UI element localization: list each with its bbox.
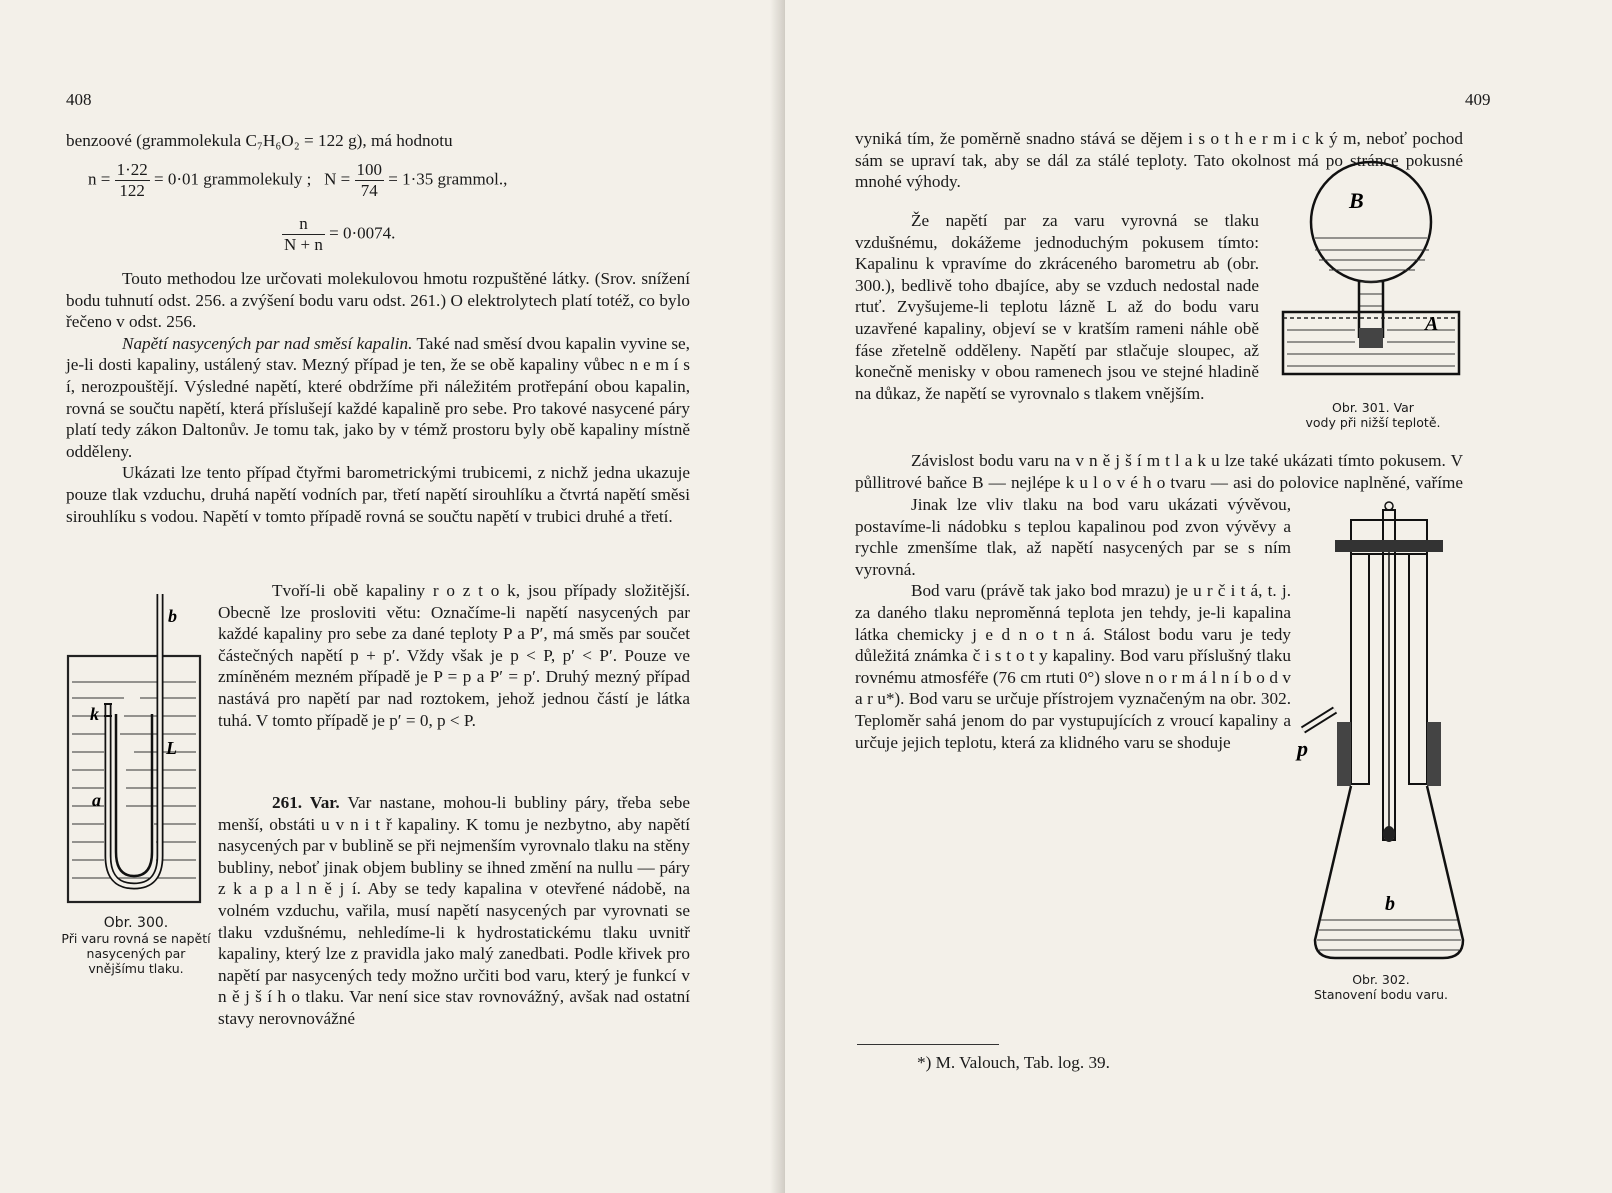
page-number: 408 <box>66 90 92 109</box>
caption-title: Obr. 302. <box>1352 972 1410 987</box>
page-number: 409 <box>1465 90 1491 109</box>
fig302-label-b: b <box>1385 893 1395 915</box>
section-heading: 261. Var. <box>272 793 340 812</box>
formula-ratio-numerator: n <box>282 214 325 235</box>
fig300-label-a: a <box>92 790 101 810</box>
paragraph-body: Var nastane, mohou-li bubliny páry, třeba sebe menší, obstáti u v n i t ř kapaliny. K tomu je nezbytno, aby napětí nasycených par v bublině se při nejmenším vyrovnalo tlaku na stěny bubliny, neboť jinak objem bubliny se ihned změní na nullu — páry z k a p a l n ě j í. Aby se tedy kapalina v otevřené nádobě, na volném vzduchu, vařila, musí napětí nasycených par vyrovnati se tlaku vzdušnému, nehledíme-li k hydrostatickému tlaku uvnitř kapaliny, který lze z pravidla jako malý zanedbati. Podle křivek pro napětí par nasycených tedy možno určiti bod varu, který je funkcí v n ě j š í h o tlaku. Var není sice stav rovnovážný, avšak nad ostatní stavy nerovnovážné <box>218 793 690 1028</box>
formula-N-numerator: 100 <box>356 160 383 179</box>
formula-N-fraction <box>355 160 385 201</box>
formula-N-denominator: 74 <box>360 181 378 200</box>
paragraph: Bod varu (právě tak jako bod mrazu) je u r č i t á, t. j. za daného tlaku neproměnná teplota jen tehdy, je-li kapalina látka chemicky j e d n o t n á. Stálost bodu varu je tedy důležitá známka č i s t o t y kapaliny. Bod varu příslušný tlaku rovnému atmosféře (76 cm rtuti 0°) slove n o r m á l n í b o d v a r u*). Bod varu se určuje přístrojem vyznačeným na obr. 302. Teploměr sahá jenom do par vystupujících z vroucí kapaliny a určuje jejich teplotu, která za klidného varu se shoduje <box>855 581 1291 752</box>
paragraph: Jinak lze vliv tlaku na bod varu ukázati vývěvou, postavíme-li nádobku s teplou kapalinou pod zvon vývěvy a rychle zmenšíme tlak, až napětí nasycených par se s ním vyrovná. <box>855 495 1291 579</box>
footnote: *) M. Valouch, Tab. log. 39. <box>917 1053 1110 1072</box>
section-261 <box>218 792 690 1030</box>
formula-lead: benzoové (grammolekula C₇H₆O₂ = 122 g), má hodnotu <box>66 131 453 150</box>
fig300-label-k: k <box>90 704 99 724</box>
formula-N-lhs: N = <box>324 169 351 189</box>
paragraph <box>855 450 1463 494</box>
left-text-beside-figure <box>218 580 690 731</box>
caption-title: Obr. 301. Var <box>1332 400 1414 415</box>
paragraph: Že napětí par za varu vyrovná se tlaku vzdušnému, dokážeme jednoduchým pokusem tímto: Kapalinu k vpravíme do zkráceného barometru ab (obr. 300.), bedlivě toho dbajíce, aby se vzduch nedostal nade rtuť. Zvyšujeme-li teplotu lázně L až do bodu varu uzavřené kapaliny, objeví se v kratším rameni náhle obě fáse zřetelně odděleny. Napětí par stlačuje sloupec, až konečně menisky v obou ramenech jsou ve stejné hladině na důkaz, že napětí se vyrovnalo s tlakem vnějším. <box>855 211 1259 403</box>
formula-n-lhs: n = <box>88 169 111 189</box>
right-page <box>785 0 1612 1193</box>
left-text-top <box>66 268 690 527</box>
paragraph: Tvoří-li obě kapaliny r o z t o k, jsou případy složitější. Obecně lze prosloviti větu: Označíme-li napětí nasycených par každé kapaliny pro sebe za dané teploty P a P′, má směs par součet částečných napětí p + p′. Vždy však je p < P, p′ < P′. Pouze ve zmíněném mezném případě je P = p a P′ = p′. Druhý mezný případ nastává pro napětí par nad roztokem, jehož jednou částí je látka tuhá. V tomto případě je p′ = 0, p < P. <box>218 581 690 730</box>
right-text-wide <box>855 450 1463 494</box>
formula-ratio-fraction <box>282 214 325 255</box>
figure-302-caption <box>1293 972 1469 1002</box>
paragraph-body: Závislost bodu varu na v n ě j š í m t l a k u lze také ukázati tímto pokusem. V půllitrové baňce B — nejlépe k u l o v é h o tvaru — asi do polovice naplněné, vaříme <box>855 451 1463 492</box>
formula-n-denominator: 122 <box>119 181 145 200</box>
figure-301-flask <box>1275 160 1465 385</box>
figure-302-boiling-apparatus <box>1295 500 1471 970</box>
paragraph <box>218 792 690 1030</box>
figure-300-barometer <box>64 594 206 914</box>
formula-ratio-rhs: = 0·0074. <box>329 223 396 243</box>
left-page <box>0 0 785 1193</box>
fig300-label-b: b <box>168 606 177 626</box>
formula-line-2 <box>282 214 395 255</box>
right-text-beside-fig302 <box>855 494 1291 1034</box>
formula-ratio-denominator: N + n <box>284 235 323 254</box>
caption-text: Stanovení bodu varu. <box>1313 987 1449 1002</box>
fig301-label-A: A <box>1425 313 1439 335</box>
caption-text: Při varu rovná se napětí nasycených par vnějšímu tlaku. <box>61 931 211 976</box>
caption-text: vody při nižší teplotě. <box>1305 415 1441 430</box>
paragraph: Touto methodou lze určovati molekulovou hmotu rozpuštěné látky. (Srov. snížení bodu tuhnutí odst. 256. a zvýšení bodu varu odst. 261.) O elektrolytech platí totéž, co bylo řečeno v odst. 256. <box>66 269 690 332</box>
caption-title: Obr. 300. <box>103 915 169 931</box>
right-text-beside-fig301 <box>855 210 1259 404</box>
paragraph: Ukázati lze tento případ čtyřmi barometrickými trubicemi, z nichž jedna ukazuje pouze tlak vzduchu, druhá napětí vodních par, třetí napětí sirouhlíku a čtvrtá napětí směsi sirouhlíku s vodou. Napětí v tomto případě rovná se součtu napětí v trubici druhé a třetí. <box>66 463 690 526</box>
footnote-rule <box>857 1044 999 1045</box>
paragraph <box>66 333 690 463</box>
formula-n-fraction <box>115 160 150 201</box>
paragraph: vyniká tím, že poměrně snadno stává se dějem i s o t h e r m i c k ý m, neboť pochod sám se upraví tak, aby se dál za stálé teploty. Tato okolnost má po stránce pokusné mnohé výhody. <box>855 129 1463 192</box>
figure-301-caption <box>1279 400 1467 430</box>
fig300-label-L: L <box>166 738 177 758</box>
fig301-label-B: B <box>1349 188 1364 213</box>
formula-n-rhs: = 0·01 grammolekuly ; <box>154 169 312 189</box>
figure-300-caption <box>60 916 212 976</box>
formula-n-numerator: 1·22 <box>116 160 148 179</box>
formula-N-rhs: = 1·35 grammol., <box>388 169 508 189</box>
paragraph-body: Také nad směsí dvou kapalin vyvine se, je-li dosti kapaliny, ustálený stav. Mezný případ je ten, že se obě kapaliny vůbec n e m í s í, nerozpouštějí. Výsledné napětí, které obdržíme při náležitém protřepání obou kapalin, rovná se součtu napětí, která příslušejí každé kapalině pro sebe. Pro takové nasycené páry platí tedy zákon Daltonův. Je tomu tak, jako by v témž prostoru byly obě kapaliny místně odděleny. <box>66 333 690 461</box>
fig302-label-p: p <box>1297 736 1308 761</box>
paragraph-lead: Napětí nasycených par nad směsí kapalin. <box>122 333 413 353</box>
formula-line-1 <box>88 160 688 201</box>
